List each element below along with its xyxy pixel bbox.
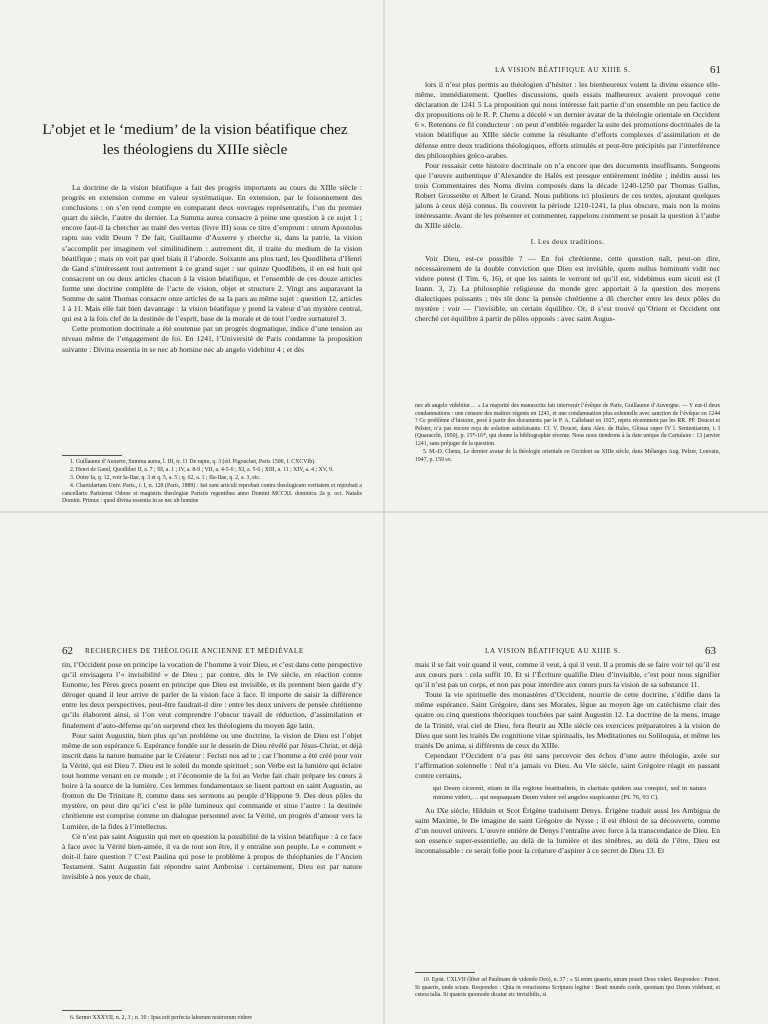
- body-text: [62, 660, 362, 882]
- footnote: 10. Epist. CXLVII (liber ad Paulinam de videndo Deo), n. 37 : « Si enim quaeris, utrum possit Deus videri. Respondeo : Potest. Si quaeris, unde sciam. Respondeo : Quia in veracissima Scriptura legitur : Beati mundo corde, quoniam ipsi Deum videbunt, et cetera talia. Si quaeris quomodo dicatur etc invisibilis, si: [415, 977, 720, 999]
- paragraph: Voir Dieu, est-ce possible ? — En foi chrétienne, cette question naît, peut-on dire, nécessairement de la double conviction que Dieu est invisible, quem nullus hominum vidit nec videre potest (I Tim. 6, 16), et que les saints le verront tel qu’il est, videbimus eum sicuti est (I Ioann. 3, 2). La philosophie religieuse du monde grec apportait à la question des moyens dialectiques puissants ; très tôt donc la pensée chrétienne a dû chercher entre les deux pôles du mystère : voir — l’invisible, un certain équilibre. Or, il s’est trouvé qu’Orient et Occident ont cherché cet équilibre à partir de pôles opposés : avec saint Augus-: [415, 253, 720, 324]
- running-head: LA VISION BÉATIFIQUE AU XIIIE S.: [495, 66, 631, 74]
- body-text: [415, 80, 720, 324]
- footnote: 6. Sermo XXXVII, n. 2, 3 ; n. 30 : Ipsa erit perfecta laborum nostrorum videre: [70, 1015, 252, 1021]
- paragraph: tin, l’Occident pose en principe la vocation de l’homme à voir Dieu, et c’est dans cette perspective qu’il envisagera l’« invisibilité » de Dieu ; par contre, dès le IVe siècle, en réaction contre Eunome, les Pères grecs posent en principe que Dieu est invisible, et ils prennent bien garde d’y déroger quand il leur arrive de parler de la vision face à face. Il importe de saisir la différence entre les deux perspectives, peut-être faudrait-il dire : entre les deux univers de pensée chrétienne qu’ils élaborent ainsi, si l’on veut comprendre l’obscur travail de réduction, d’assimilation et finalement d’auto-défense qu’on surprend chez les théologiens du moyen âge latin.: [62, 660, 362, 730]
- footnotes: [415, 977, 720, 1000]
- footnote: 5. M.-D. Chenu, Le dernier avatar de la théologie orientale en Occident au XIIIe siècle, dans Mélanges Aug. Pelzer, Louvain, 1947, p. 159 sv.: [415, 449, 720, 463]
- footnote: 3. Outre Ia, q. 12, voir Ia-IIae, q. 3 et q. 5, a. 5 ; q. 62, a. 1 ; IIa-IIae, q. 2, a. 3, etc.: [70, 475, 261, 482]
- paragraph: mais il se fait voir quand il veut, comme il veut, à qui il veut. Il a promis de se faire voir tel qu’il est aux cœurs purs : cela suffit 10. Et si l’Écriture qualifie Dieu d’invisible, c’est pour nous signifier qu’il n’est pas un corps, et non pas pour interdire aux cœurs purs la vision de sa substance 11.: [415, 660, 720, 690]
- body-text: [62, 183, 362, 355]
- page-number: 61: [710, 64, 721, 76]
- footnotes: [415, 403, 720, 465]
- article-title: L’objet et le ‘medium’ de la vision béatifique chez les théologiens du XIIIe siècle: [42, 121, 348, 158]
- paragraph: Au IXe siècle, Hilduin et Scot Érigène traduisent Denys. Érigène traduit aussi les Ambigua de saint Maxime, le De imagine de saint Grégoire de Nysse ; il est ébloui de sa découverte, comme d’un nouvel univers. L’œuvre entière de Denys l’entraîne avec force à la transcendance de Dieu. En son essence super-essentielle, au delà de la lumière et des ténèbres, au delà de l’être, Dieu est inconnaissable : ce serait folie pour la créature d’aspirer à ce secret de Dieu 13. Et: [415, 805, 720, 856]
- footnotes: [62, 1015, 362, 1023]
- page-right-bottom: [385, 513, 768, 1024]
- footnote: nec ab angelo videbitur… » La majorité des manuscrits fait intervenir l’évêque de Paris, Guillaume d’Auvergne. — Y eut-il deux condamnations : une censure des maîtres régents en 1241, et une condamnation plus solennelle avec sanction de l’évêque en 1244 ? Ce problème d’histoire, posé à partir des documents par le P. A. Callebaut en 1927, repris récemment par les RR. PP. Doucet et Pelster, n’a pas encore reçu de solution satisfaisante. Cf. V. Doucet, dans Alex. de Hales, Glossa super IV l. Sententiarum, t. I (Quaracchi, 1950), p. 15*-16*, qui donne la bibliographie récente. Nous nous tiendrons à la date unique du Cartulaire : 13 janvier 1241, sans préjuger de la question.: [415, 403, 720, 447]
- paragraph: Pour ressaisir cette histoire doctrinale on n’a encore que des documents insuffisants. Songeons que l’œuvre authentique d’Alexandre de Halès est presque entièrement inédite ; inédits aussi les trois Commentaires des Noms divins composés dans la décade 1240-1250 par Thomas Gallus, Robert Grossetête et Albert le Grand. Nous publions ici plusieurs de ces textes, ajoutant quelques jalons à ceux déjà connus. Ils couvrent la période 1210-1241, la plus obscure, mais non la moins intéressante. Avant de les présenter et commenter, rappelons comment se posait la question à l’aube du XIIIe siècle.: [415, 160, 720, 231]
- paragraph: Cependant l’Occident n’a pas été sans percevoir des échos d’une autre théologie, axée sur l’affirmation solennelle : Nul n’a jamais vu Dieu. Au VIe siècle, saint Grégoire réagit en passant contre certains,: [415, 750, 720, 781]
- running-head: RECHERCHES DE THÉOLOGIE ANCIENNE ET MÉDIÉVALE: [85, 647, 304, 655]
- footnotes: [62, 459, 362, 507]
- running-head: LA VISION BÉATIFIQUE AU XIIIE S.: [485, 647, 621, 655]
- footnote-rule: [62, 455, 122, 456]
- page-number: 62: [62, 645, 73, 657]
- page-number: 63: [705, 645, 716, 657]
- section-heading: I. Les deux traditions.: [530, 237, 605, 247]
- footnote-rule: [415, 972, 475, 973]
- paragraph: Ce n’est pas saint Augustin qui met en question la possibilité de la vision béatifique : à ce face à face avec la Vérité bien-aimée, il va de tout son être, il y entraîne son peuple. Le « comment » doit-il faire question ? C’est Paulina qui pose le problème à propos de théophanies de l’Ancien Testament. Saint Augustin fait répondre saint Ambroise : certainement, Dieu est par nature invisible à nos yeux de chair,: [62, 831, 362, 881]
- paragraph: La doctrine de la vision béatifique a fait des progrès importants au cours du XIIIe siècle : progrès en extension comme en valeur systématique. En extension, par le foisonnement des conclusions : on s’en rend compte en comparant deux ouvrages représentatifs, l’un du premier quart du siècle, l’autre du dernier. La Summa aurea consacre à peine une question à ce sujet 1 ; encore faut-il la chercher au traité des vertus (livre III) sous ce titre d’emprunt : utrum Apostolus raptu suo vidit Deum ? De fait, Guillaume d’Auxerre y cherche si, dans la patrie, la vision s’accomplit per imaginem vel similitudinem : autrement dit, il traite du medium de la vision béatifique ; mais on voit par quel biais il l’aborde. Soixante ans plus tard, les Quodlibeta d’Henri de Gand s’intéressent tout autrement à ce grand sujet : sur quinze Quodlibets, il en est huit qui consacrent un ou deux articles chacun à la vision béatifique, et l’ensemble de ces douze articles forme une doctrine complète de l’acte de vision, objet et structure 2. Vingt ans auparavant la Somme de saint Thomas consacre onze articles de sa Ia pars au même sujet : question 12, articles 1 à 11. Mais elle fait bien davantage : la vision béatifique y prend la valeur d’un mystère central, qui est à la fois clef de la destinée de l’esprit, base de la morale et de tout l’ordre surnaturel 3.: [62, 183, 362, 324]
- page-left-top: [0, 0, 383, 511]
- body-text: [415, 660, 720, 856]
- footnote-rule: [62, 1010, 122, 1011]
- paragraph: Toute la vie spirituelle des monastères d’Occident, nourrie de cette doctrine, s’édifie dans la même espérance. Saint Grégoire, dans ses Morales, lègue au moyen âge un catéchisme clair des quatre ou cinq questions théoriques touchées par saint Augustin 12. La doctrine de la mens, image de la Trinité, vrai ciel de Dieu, fera fleurir au XIIe siècle ces exercices préparatoires à la vision de Dieu que sont les traités De cognitione vitae spiritualis, les Meditationes ou Soliloquia, et même les traités De anima, si différents de ceux du XIIIe.: [415, 690, 720, 750]
- paragraph: lors il n’est plus permis au théologien d’hésiter : les bienheureux voient la divine essence elle-même, immédiatement. Quelles discussions, quels essais malheureux avaient provoqué cette déclaration de 1241 5 La proposition qui nous intéresse fait partie d’un ensemble un peu factice de dix propositions où le R. P. Chenu a décelé « un dernier avatar de la théologie orientale en Occident 6 ». Retenons ce fil conducteur : on peut d’emblée regarder la suite des promotions doctrinales de la vision béatifique au XIIIe siècle comme la résultante d’efforts complexes d’assimilation et de défense entre deux traditions théologiques, efforts stimulés et peut-être précipités par l’interférence des philosophies gréco-arabes.: [415, 80, 720, 160]
- footnote: 2. Henri de Gand, Quodlibet II, a. 7 ; III, a. 1 ; IV, a. 8-9 ; VII, a. 4-5-6 ; XI, a. 5-6 ; XIII, a. 11 ; XIV, a. 4 ; XV, 9.: [70, 467, 334, 474]
- page-left-bottom: [0, 513, 383, 1024]
- page-right-top: [385, 0, 768, 511]
- paragraph: Cette promotion doctrinale a été soutenue par un progrès dogmatique, indice d’une tension au niveau même de l’engagement de foi. En 1241, l’Université de Paris condamne la proposition suivante : Divina essentia in se nec ab homine nec ab angelo videbitur 4 ; et dès: [62, 324, 362, 354]
- footnote: 1. Guillaume d’Auxerre, Summa aurea, l. III, tr. 11 De raptu, q. 3 (éd. Pigouchet, Paris 1500, f. CXCVIb).: [70, 459, 316, 465]
- paragraph: Pour saint Augustin, bien plus qu’un problème ou une doctrine, la vision de Dieu est l’objet même de son espérance 6. Espérance fondée sur le dessein de Dieu révélé par Jésus-Christ, et déjà inscrit dans la nature humaine par le Créateur : Fecisti nos ad te ; car l’homme a été créé pour voir la Vérité, qui est Dieu 7. Dieu est le soleil du monde spirituel ; son Verbe est la lumière qui éclaire tout homme venant en ce monde ; et l’économie de la foi au Verbe fait chair prépare les cœurs à boire à la source de la lumière. Ces lemmes fondamentaux se lisent partout en saint Augustin, au fronton du De Trinitate 8, comme dans ses sermons au peuple d’Hippone 9. Des deux pôles du mystère, on peut dire qu’ici c’est le pôle lumineux qui commande et situe l’autre : la destinée chrétienne est comprise comme un dialogue personnel avec la Vérité, un progrès d’amour vers la Lumière, de la fides à l’intellectus.: [62, 730, 362, 831]
- block-quote: qui Deum cicerent, etiam in illa regione beatitudinis, in claritate quidem sua conspici, sed in natura minime videri,… qui nequaquam Deum videre vel angelos suspicantur (PL 76, 93 C).: [433, 785, 706, 801]
- footnote: 4. Chartularium Univ. Paris., t. I, n. 128 (Paris, 1889) : Isti sunt articuli reprobati contra theologicam veritatem et reprobati a cancellario Parisiensi Odone et magistris theologiae Parisiis regentibus anno Domini MCCXL dominica 2a p. oct. Natalis Domini. Primus : quod divina essentia in se nec ab homine: [62, 483, 362, 505]
